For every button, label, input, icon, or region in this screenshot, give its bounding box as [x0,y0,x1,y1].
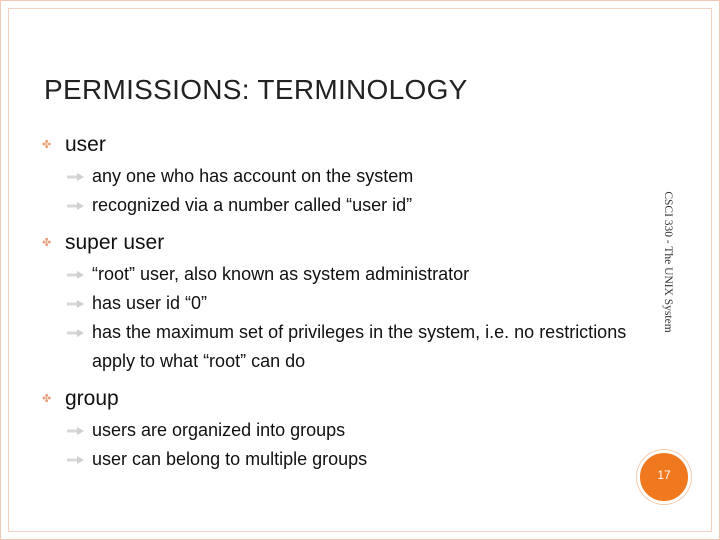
sub-bullet-text: recognized via a number called “user id” [92,195,413,215]
sub-bullet-item [40,162,650,191]
course-side-label-text: CSCI 330 - The UNIX System [662,191,674,333]
sub-bullet-item [40,260,650,289]
sub-bullet-item [40,445,650,474]
bullet-text: super user [65,231,165,254]
sub-bullet-item [40,289,650,318]
sub-bullet-text: has the maximum set of privileges in the system, i.e. no restrictions apply to what “root” can do [92,322,627,371]
clover-bullet-icon: ✤ [42,237,52,249]
sub-bullet-item [40,416,650,445]
page-number-badge [637,450,691,504]
bullet-item [40,128,650,162]
arrow-bullet-icon [66,201,86,211]
arrow-bullet-icon [66,426,86,436]
arrow-bullet-icon [66,270,86,280]
clover-bullet-icon: ✤ [42,139,52,151]
bullet-text: user [65,133,106,156]
sub-bullet-text: has user id “0” [92,293,208,313]
bullet-list [40,128,650,474]
clover-bullet-icon: ✤ [42,393,52,405]
arrow-bullet-icon [66,299,86,309]
sub-bullet-text: “root” user, also known as system administrator [92,264,470,284]
sub-bullet-item [40,318,650,376]
page-number: 17 [657,468,671,482]
bullet-item [40,226,650,260]
slide-title: PERMISSIONS: TERMINOLOGY [44,74,468,105]
arrow-bullet-icon [66,172,86,182]
bullet-text: group [65,387,119,410]
arrow-bullet-icon [66,328,86,338]
sub-bullet-text: any one who has account on the system [92,166,414,186]
arrow-bullet-icon [66,455,86,465]
sub-bullet-item [40,191,650,220]
sub-bullet-text: user can belong to multiple groups [92,449,368,469]
bullet-item [40,382,650,416]
sub-bullet-text: users are organized into groups [92,420,346,440]
course-side-label [658,187,678,337]
